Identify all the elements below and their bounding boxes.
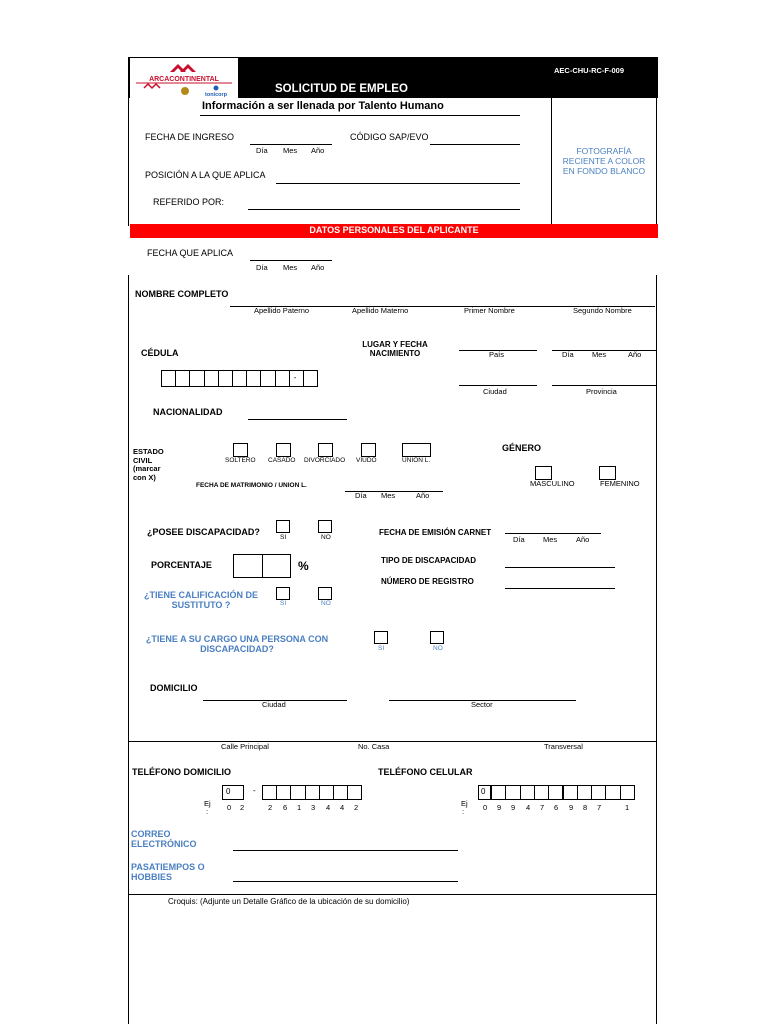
tel-dom-example-digit: 4: [326, 803, 331, 812]
nacionalidad-label: NACIONALIDAD: [153, 407, 223, 417]
femenino-checkbox[interactable]: [599, 466, 616, 480]
apellido-materno-caption: Apellido Materno: [352, 306, 409, 315]
tel-cel-digit-cell[interactable]: [620, 785, 635, 800]
tel-cel-digit-cell[interactable]: [505, 785, 520, 800]
tipo-discapacidad-field[interactable]: [505, 557, 615, 568]
tel-cel-digit-cell[interactable]: [534, 785, 549, 800]
fecha-ingreso-mes: Mes: [283, 146, 298, 155]
fecha-aplica-anio: Año: [311, 263, 325, 272]
photo-divider: [551, 98, 552, 226]
telefono-domicilio-label: TELÉFONO DOMICILIO: [132, 767, 231, 777]
correo-label: CORREO ELECTRÓNICO: [131, 829, 197, 850]
carnet-anio: Año: [576, 535, 590, 544]
lugar-fecha-nacimiento-label: LUGAR Y FECHA NACIMIENTO: [362, 340, 428, 359]
numero-registro-field[interactable]: [505, 578, 615, 589]
fecha-aplica-field[interactable]: [250, 250, 332, 261]
fecha-matrimonio-label: FECHA DE MATRIMONIO / UNION L.: [196, 482, 307, 489]
right-border-main: [656, 275, 657, 1024]
tel-dom-example-digit: 2: [268, 803, 273, 812]
svg-text:tonicorp: tonicorp: [205, 92, 227, 98]
datos-personales-title: DATOS PERSONALES DEL APLICANTE: [309, 225, 479, 235]
tel-dom-example-digit: 3: [311, 803, 316, 812]
viudo-label: VIUDO: [356, 457, 377, 464]
tel-dom-example-digit: 0: [227, 803, 232, 812]
correo-field[interactable]: [233, 840, 458, 851]
cargo-si-label: SI: [378, 645, 385, 652]
matrimonio-mes: Mes: [381, 491, 396, 500]
cargo-persona-label: ¿TIENE A SU CARGO UNA PERSONA CON DISCAPACIDAD?: [145, 634, 329, 655]
cedula-digit-cell[interactable]: [204, 370, 219, 387]
no-casa-caption: No. Casa: [358, 742, 390, 751]
photo-placeholder[interactable]: FOTOGRAFÍA RECIENTE A COLOR EN FONDO BLANCO: [562, 146, 646, 176]
telefono-celular-label: TELÉFONO CELULAR: [378, 767, 473, 777]
subtitle-underline: [200, 115, 520, 116]
posicion-label: POSICIÓN A LA QUE APLICA: [145, 170, 266, 180]
fecha-aplica-dia: Día: [256, 263, 268, 272]
form-subtitle: Información a ser llenada por Talento Humano: [202, 100, 444, 112]
cedula-digit-cell[interactable]: [232, 370, 247, 387]
numero-registro-label: NÚMERO DE REGISTRO: [381, 577, 474, 586]
ciudad-caption: Ciudad: [483, 387, 507, 396]
tel-cel-example-digit: 0: [483, 803, 488, 812]
soltero-checkbox[interactable]: [233, 443, 248, 457]
pasatiempos-label: PASATIEMPOS O HOBBIES: [131, 862, 205, 883]
cedula-input-grid[interactable]: [161, 370, 319, 387]
tel-cel-digit-cell[interactable]: [605, 785, 620, 800]
percent-sign: %: [298, 559, 309, 573]
carnet-dia: Día: [513, 535, 525, 544]
tel-cel-digit-cell[interactable]: [548, 785, 563, 800]
cedula-digit-cell[interactable]: [175, 370, 190, 387]
pasatiempos-field[interactable]: [233, 871, 458, 882]
discapacidad-no-checkbox[interactable]: [318, 520, 332, 533]
discapacidad-si-label: SI: [280, 534, 287, 541]
primer-nombre-caption: Primer Nombre: [464, 306, 515, 315]
tel-dom-digit-cell[interactable]: [333, 785, 348, 800]
posicion-field[interactable]: [276, 173, 520, 184]
nombre-completo-label: NOMBRE COMPLETO: [135, 289, 229, 299]
union-libre-checkbox[interactable]: [402, 443, 431, 457]
cedula-digit-cell[interactable]: [218, 370, 233, 387]
fecha-emision-carnet-label: FECHA DE EMISIÓN CARNET: [379, 528, 492, 537]
casado-label: CASADO: [268, 457, 296, 464]
domicilio-sector-caption: Sector: [471, 700, 493, 709]
apellido-paterno-caption: Apellido Paterno: [254, 306, 310, 315]
discapacidad-si-checkbox[interactable]: [276, 520, 290, 533]
cedula-digit-cell[interactable]: [260, 370, 275, 387]
estado-civil-label: ESTADO CIVIL (marcar con X): [133, 447, 164, 482]
tel-dom-ej: Ej: [204, 799, 211, 808]
tel-dom-input-grid[interactable]: [262, 785, 362, 800]
fecha-aplica-mes: Mes: [283, 263, 298, 272]
tel-dom-example-digit: 6: [283, 803, 288, 812]
tel-dom-digit-cell[interactable]: [262, 785, 277, 800]
ciudad-nacimiento-field[interactable]: [459, 375, 537, 386]
viudo-checkbox[interactable]: [361, 443, 376, 457]
discapacidad-no-label: NO: [321, 534, 331, 541]
tel-cel-example-digit: 9: [569, 803, 574, 812]
arcacontinental-logo: [130, 58, 238, 100]
codigo-sap-field[interactable]: [430, 134, 520, 145]
masculino-label: MASCULINO: [530, 479, 575, 488]
tel-cel-example-digit: 7: [540, 803, 545, 812]
tel-dom-example-digit: 4: [340, 803, 345, 812]
provincia-field[interactable]: [552, 375, 656, 386]
fecha-emision-carnet-field[interactable]: [505, 523, 601, 534]
codigo-sap-label: CÓDIGO SAP/EVO: [350, 132, 429, 142]
porcentaje-digit-1[interactable]: [233, 554, 263, 578]
tel-dom-digit-cell[interactable]: [290, 785, 305, 800]
divorciado-label: DIVORCIADO: [304, 457, 346, 464]
soltero-label: SOLTERO: [225, 457, 256, 464]
porcentaje-label: PORCENTAJE: [151, 560, 212, 570]
form-title: SOLICITUD DE EMPLEO: [275, 83, 408, 95]
tel-cel-digit-cell[interactable]: [591, 785, 606, 800]
tel-dom-dash: -: [253, 786, 256, 795]
fecha-aplica-label: FECHA QUE APLICA: [147, 248, 234, 258]
tel-dom-example-digit: 1: [297, 803, 302, 812]
fecha-ingreso-field[interactable]: [250, 133, 332, 143]
tel-cel-example-digit: 7: [597, 803, 602, 812]
calificacion-sustituto-label: ¿TIENE CALIFICACIÓN DE SUSTITUTO ?: [144, 590, 258, 611]
croquis-area[interactable]: [130, 910, 655, 1020]
segundo-nombre-caption: Segundo Nombre: [573, 306, 632, 315]
tel-dom-digit-cell[interactable]: [319, 785, 334, 800]
cargo-no-label: NO: [433, 645, 443, 652]
calle-principal-caption: Calle Principal: [221, 742, 269, 751]
tel-cel-ej-colon: :: [462, 807, 465, 816]
tel-cel-digit-cell[interactable]: [491, 785, 506, 800]
divorciado-checkbox[interactable]: [318, 443, 333, 457]
fecha-ingreso-anio: Año: [311, 146, 325, 155]
domicilio-ciudad-caption: Ciudad: [262, 700, 286, 709]
matrimonio-anio: Año: [416, 491, 430, 500]
tel-cel-example: [478, 804, 634, 814]
sustituto-si-label: SI: [280, 600, 287, 607]
left-border-top: [128, 98, 129, 226]
carnet-mes: Mes: [543, 535, 558, 544]
tel-cel-example-digit: 4: [526, 803, 531, 812]
sustituto-no-checkbox[interactable]: [318, 587, 332, 600]
tel-cel-example-digit: 6: [554, 803, 559, 812]
logo-box: [130, 58, 238, 100]
referido-field[interactable]: [248, 199, 520, 210]
tel-dom-digit-cell[interactable]: [276, 785, 291, 800]
fecha-ingreso-dia: Día: [256, 146, 268, 155]
cargo-si-checkbox[interactable]: [374, 631, 388, 644]
cargo-no-checkbox[interactable]: [430, 631, 444, 644]
tel-cel-ej: Ej: [461, 799, 468, 808]
tipo-discapacidad-label: TIPO DE DISCAPACIDAD: [381, 556, 476, 565]
sustituto-si-checkbox[interactable]: [276, 587, 290, 600]
tel-dom-digit-cell[interactable]: [305, 785, 320, 800]
croquis-label: Croquis: (Adjunte un Detalle Gráfico de la ubicación de su domicilio): [168, 897, 410, 906]
nac-dia: Día: [562, 350, 574, 359]
tel-dom-ej-colon: :: [206, 807, 209, 816]
union-libre-label: UNION L.: [402, 457, 431, 464]
tel-cel-example-digit: 8: [583, 803, 588, 812]
porcentaje-digit-2[interactable]: [262, 554, 291, 578]
referido-label: REFERIDO POR:: [153, 197, 225, 207]
tel-cel-prefix: 0: [481, 787, 486, 796]
cedula-digit-cell[interactable]: [275, 370, 290, 387]
casado-checkbox[interactable]: [276, 443, 291, 457]
transversal-caption: Transversal: [544, 742, 583, 751]
pais-caption: País: [489, 350, 505, 359]
masculino-checkbox[interactable]: [535, 466, 552, 480]
nac-anio: Año: [628, 350, 642, 359]
tel-cel-example-digit: 9: [511, 803, 516, 812]
tel-dom-digit-cell[interactable]: [347, 785, 362, 800]
cedula-digit-cell[interactable]: [246, 370, 261, 387]
nacionalidad-field[interactable]: [248, 409, 347, 420]
femenino-label: FEMENINO: [600, 479, 640, 488]
left-border-main: [128, 275, 129, 1024]
tel-dom-example-digit: 2: [354, 803, 359, 812]
tel-cel-digit-cell[interactable]: [577, 785, 592, 800]
croquis-top-line: [129, 894, 656, 895]
cedula-digit-cell[interactable]: [161, 370, 176, 387]
tel-dom-prefix: 0: [226, 787, 231, 796]
provincia-caption: Provincia: [586, 387, 617, 396]
tel-cel-example-digit: 9: [497, 803, 502, 812]
tel-cel-example-digit: 1: [625, 803, 630, 812]
sustituto-no-label: NO: [321, 600, 331, 607]
fecha-ingreso-line: [250, 144, 332, 145]
cedula-digit-cell[interactable]: [303, 370, 318, 387]
posee-discapacidad-label: ¿POSEE DISCAPACIDAD?: [147, 527, 260, 537]
cedula-dash: -: [293, 373, 297, 382]
cedula-label: CÉDULA: [141, 348, 179, 358]
fecha-ingreso-label: FECHA DE INGRESO: [145, 132, 235, 142]
nac-mes: Mes: [592, 350, 607, 359]
tel-cel-digit-cell[interactable]: [520, 785, 535, 800]
domicilio-label: DOMICILIO: [150, 683, 198, 693]
tel-cel-input-grid[interactable]: [491, 785, 634, 800]
genero-label: GÉNERO: [502, 443, 542, 453]
tel-dom-example: [222, 804, 362, 814]
svg-text:ARCACONTINENTAL: ARCACONTINENTAL: [149, 76, 219, 83]
right-border-top: [656, 98, 657, 226]
form-code: AEC-CHU-RC-F-009: [554, 66, 625, 75]
matrimonio-dia: Día: [355, 491, 367, 500]
tel-dom-example-digit: 2: [240, 803, 245, 812]
tel-cel-digit-cell[interactable]: [563, 785, 578, 800]
cedula-digit-cell[interactable]: [189, 370, 204, 387]
